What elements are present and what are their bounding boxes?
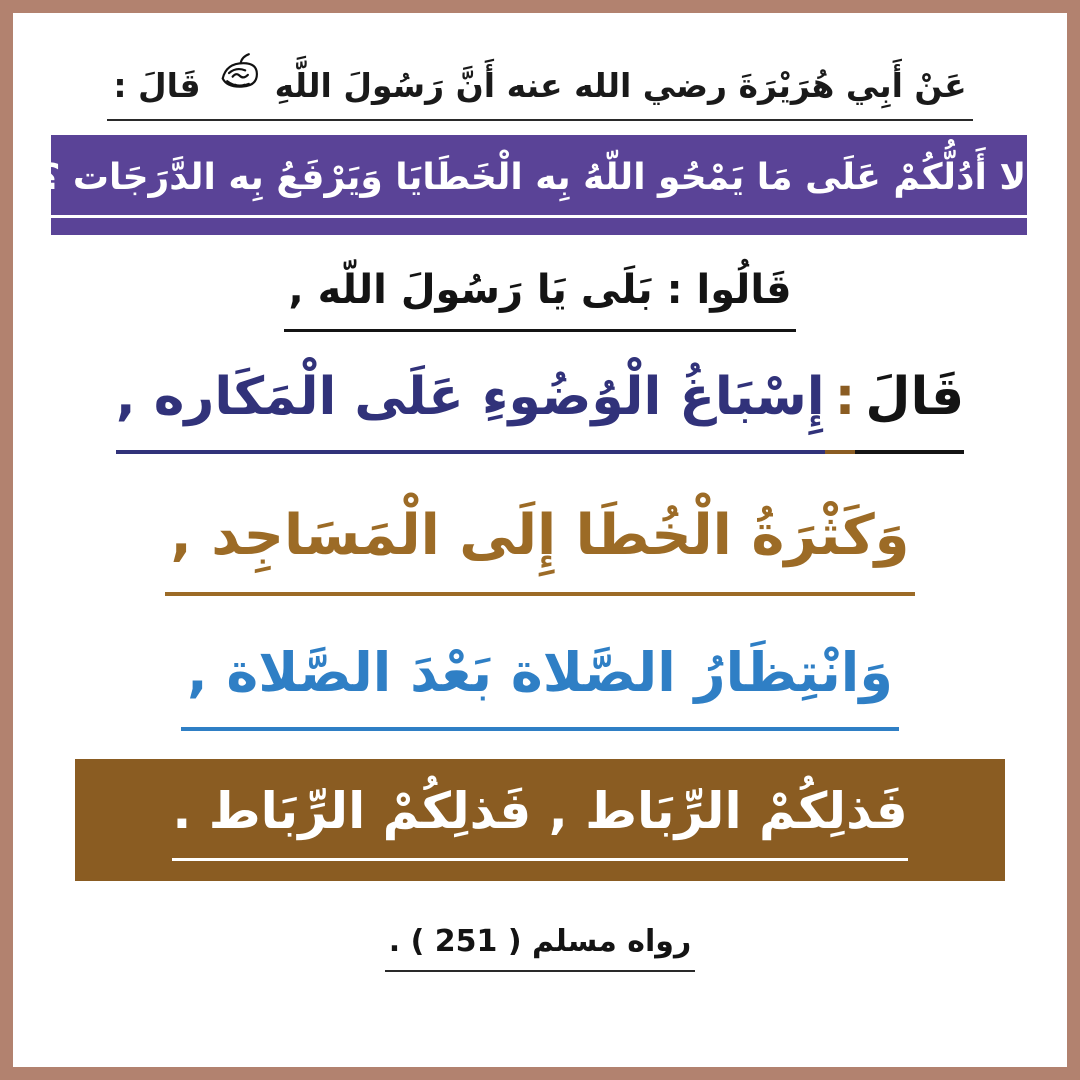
answer-deed2-text: وَكَثْرَةُ الْخُطَا إِلَى الْمَسَاجِد , — [165, 494, 916, 596]
answer-deed1-text: إِسْبَاغُ الْوُضُوءِ عَلَى الْمَكَاره , — [116, 358, 825, 454]
answer-qala-text: قَالَ — [855, 358, 964, 454]
reply-text: قَالُوا : بَلَى يَا رَسُولَ اللّه , — [284, 261, 795, 332]
narration-intro-text: عَنْ أَبِي هُرَيْرَةَ رضي الله عنه أَنَّ رَسُولَ اللَّهِ — [274, 65, 967, 105]
answer-deed3-text: وَانْتِظَارُ الصَّلاة بَعْدَ الصَّلاة , — [181, 632, 899, 731]
conclusion-banner — [75, 759, 1005, 881]
question-banner — [39, 135, 1039, 235]
sallallahu-alayhi-wasallam-icon — [211, 51, 265, 111]
answer-row-2 — [13, 494, 1067, 596]
answer-colon: : — [825, 358, 856, 454]
narration-intro-line — [107, 59, 972, 121]
answer-line-1 — [116, 358, 964, 454]
question-banner-text: أَلا أَدُلُّكُمْ عَلَى مَا يَمْحُو اللّهُ بِه الْخَطَايَا وَيَرْفَعُ بِه الدَّرَجَات ؟ — [39, 151, 1038, 218]
answer-row-3 — [13, 632, 1067, 731]
answer-row-1 — [13, 358, 1067, 454]
narration-intro-row — [13, 59, 1067, 121]
conclusion-banner-text: فَذلِكُمْ الرِّبَاط , فَذلِكُمْ الرِّبَاط . — [172, 776, 907, 861]
source-reference-text: رواه مسلم ( 251 ) . — [385, 919, 695, 972]
reply-row — [13, 261, 1067, 332]
source-row — [13, 919, 1067, 972]
narration-qala-text: قَالَ : — [113, 65, 201, 105]
hadith-content — [13, 13, 1067, 972]
